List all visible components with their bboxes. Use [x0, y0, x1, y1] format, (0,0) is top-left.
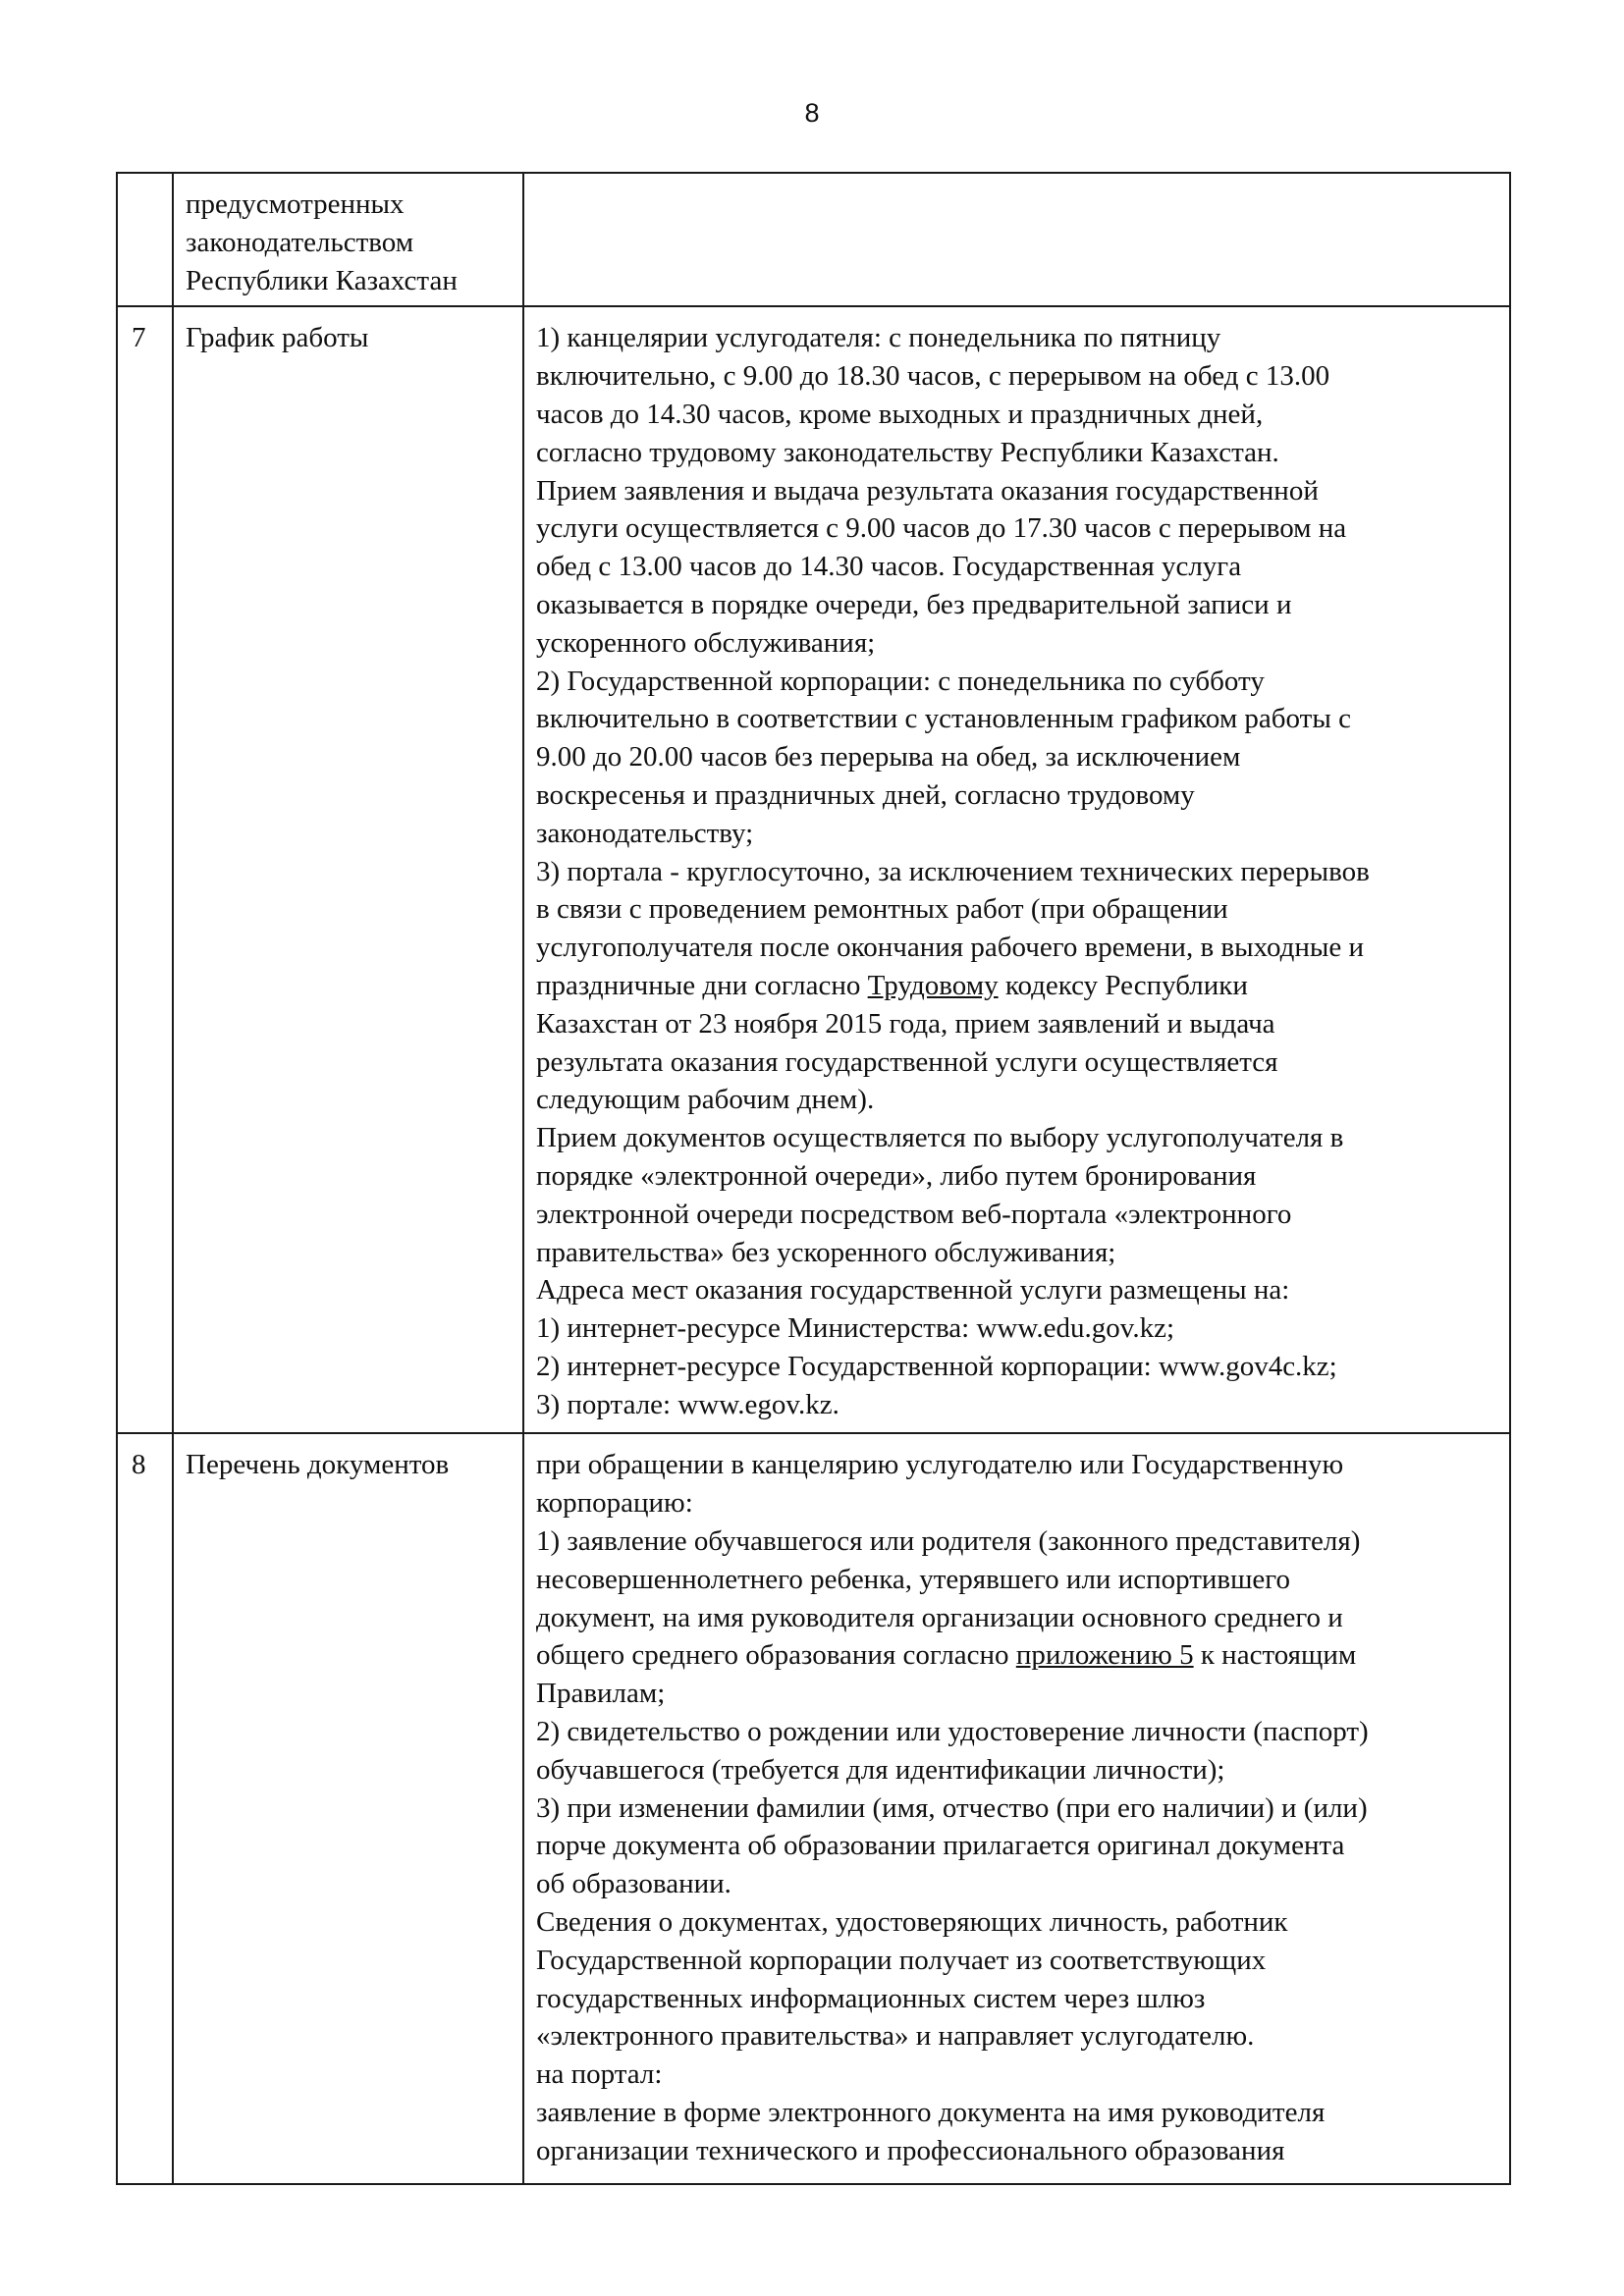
text-line: оказывается в порядке очереди, без предварительной записи и: [536, 588, 1292, 620]
text-line: Адреса мест оказания государственной услуги размещены на:: [536, 1274, 1290, 1307]
text-line: электронной очереди посредством веб-портала «электронного: [536, 1198, 1292, 1230]
text-fragment: праздничные дни согласно: [536, 969, 868, 1001]
text-line: при обращении в канцелярию услугодателю или Государственную: [536, 1449, 1344, 1481]
text-line: 1) интернет-ресурсе Министерства: www.edu.gov.kz;: [536, 1312, 1175, 1345]
text-line: [536, 1636, 1497, 1675]
text-line: законодательством: [186, 226, 414, 258]
text-line: 2) свидетельство о рождении или удостоверение личности (паспорт): [536, 1715, 1369, 1747]
text-line: Государственной корпорации получает из соответствующих: [536, 1944, 1267, 1976]
page-number: 8: [804, 98, 820, 128]
text-line: «электронного правительства» и направляет услугодателю.: [536, 2020, 1255, 2053]
text-line: порядке «электронной очереди», либо путем бронирования: [536, 1159, 1257, 1192]
text-line: включительно в соответствии с установленным графиком работы с: [536, 703, 1351, 735]
text-line: Перечень документов: [186, 1449, 450, 1481]
text-line: предусмотренных: [186, 188, 405, 220]
row-title-text: [174, 1434, 522, 1490]
row-title: [173, 173, 523, 306]
text-line: 3) портале: www.egov.kz.: [536, 1388, 839, 1420]
text-line: 3) при изменении фамилии (имя, отчество (при его наличии) и (или): [536, 1791, 1368, 1824]
document-link[interactable]: приложению 5: [1015, 1639, 1194, 1672]
table-row: [117, 1433, 1510, 2184]
text-line: правительства» без ускоренного обслуживания;: [536, 1236, 1116, 1268]
text-line: следующим рабочим днем).: [536, 1084, 875, 1116]
row-content: [523, 1433, 1510, 2184]
text-fragment: к настоящим: [1193, 1639, 1357, 1672]
text-line: согласно трудовому законодательству Республики Казахстан.: [536, 436, 1279, 468]
row-title-text: [174, 174, 522, 305]
row-content: [523, 306, 1510, 1433]
row-content: [523, 173, 1510, 306]
text-line: 1) заявление обучавшегося или родителя (законного представителя): [536, 1524, 1361, 1557]
text-line: Прием заявления и выдача результата оказания государственной: [536, 474, 1319, 507]
text-line: 1) канцелярии услугодателя: с понедельника по пятницу: [536, 322, 1221, 354]
row-content-text: [524, 307, 1509, 1429]
row-content-text: [524, 174, 1509, 193]
table-row: [117, 306, 1510, 1433]
text-line: 9.00 до 20.00 часов без перерыва на обед, за исключением: [536, 741, 1241, 774]
document-link[interactable]: Трудовому: [867, 969, 999, 1001]
text-line: Прием документов осуществляется по выбору услугополучателя в: [536, 1122, 1344, 1154]
services-table: [116, 172, 1511, 2185]
text-line: заявление в форме электронного документа на имя руководителя: [536, 2096, 1326, 2128]
text-line: ускоренного обслуживания;: [536, 626, 876, 659]
row-title: [173, 1433, 523, 2184]
text-fragment: кодексу Республики: [998, 969, 1248, 1001]
table-row: [117, 173, 1510, 306]
row-number-text: 8: [132, 1449, 146, 1481]
text-line: Сведения о документах, удостоверяющих личность, работник: [536, 1905, 1288, 1938]
row-number: [117, 306, 173, 1433]
text-line: обед с 13.00 часов до 14.30 часов. Государственная услуга: [536, 551, 1242, 583]
text-line: об образовании.: [536, 1868, 731, 1900]
text-line: обучавшегося (требуется для идентификации личности);: [536, 1753, 1225, 1786]
text-line: государственных информационных систем через шлюз: [536, 1982, 1206, 2014]
row-number: [117, 1433, 173, 2184]
text-line: 2) Государственной корпорации: с понедельника по субботу: [536, 665, 1265, 697]
text-line: Правилам;: [536, 1678, 666, 1710]
text-line: несовершеннолетнего ребенка, утерявшего или испортившего: [536, 1563, 1290, 1595]
row-title: [173, 306, 523, 1433]
text-line: законодательству;: [536, 817, 754, 849]
text-line: часов до 14.30 часов, кроме выходных и праздничных дней,: [536, 398, 1264, 430]
text-line: корпорацию:: [536, 1487, 693, 1520]
text-line: организации технического и профессионального образования: [536, 2134, 1285, 2166]
row-title-text: [174, 307, 522, 363]
text-line: на портал:: [536, 2058, 663, 2091]
text-line: результата оказания государственной услуги осуществляется: [536, 1045, 1278, 1078]
text-line: услуги осуществляется с 9.00 часов до 17.30 часов с перерывом на: [536, 512, 1347, 545]
text-fragment: общего среднего образования согласно: [536, 1639, 1016, 1672]
text-line: 3) портала - круглосуточно, за исключением технических перерывов: [536, 855, 1370, 887]
text-line: Казахстан от 23 ноября 2015 года, прием заявлений и выдача: [536, 1007, 1275, 1040]
text-line: документ, на имя руководителя организации основного среднего и: [536, 1601, 1343, 1633]
text-line: порче документа об образовании прилагается оригинал документа: [536, 1830, 1345, 1862]
text-line: График работы: [186, 322, 369, 354]
text-line: [536, 967, 1497, 1005]
text-line: воскресенья и праздничных дней, согласно трудовому: [536, 778, 1195, 811]
row-number-text: 7: [132, 322, 146, 354]
text-line: включительно, с 9.00 до 18.30 часов, с перерывом на обед с 13.00: [536, 360, 1330, 393]
text-line: 2) интернет-ресурсе Государственной корпорации: www.gov4c.kz;: [536, 1350, 1337, 1382]
text-line: в связи с проведением ремонтных работ (при обращении: [536, 893, 1228, 926]
row-content-text: [524, 1434, 1509, 2175]
text-line: услугополучателя после окончания рабочего времени, в выходные и: [536, 932, 1365, 964]
text-line: Республики Казахстан: [186, 264, 458, 296]
row-number: [117, 173, 173, 306]
